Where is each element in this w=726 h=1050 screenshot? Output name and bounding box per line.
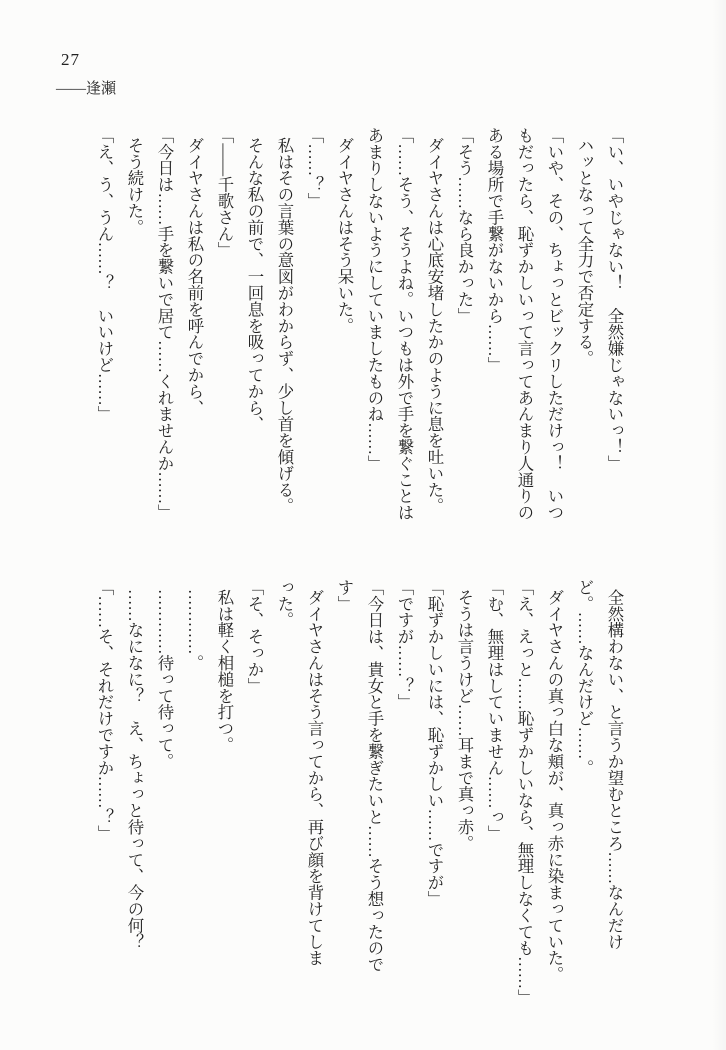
text-line: 「いや、その、ちょっとビックリしただけっ！ いつ [545,127,564,521]
text-line: もだったら、恥ずかしいって言ってあんまり人通りの [515,127,534,521]
text-tier-bottom [89,579,629,1006]
text-line: 私はその言葉の意図がわからず、少し首を傾げる。 [275,137,294,515]
text-line: 「え、えっと……恥ずかしいなら、無理しなくても……」 [515,579,534,1006]
text-line: 「今日は、貴女と手を繋ぎたいと……そう想ったので [365,579,384,973]
text-line: そうは言うけど……耳まで真っ赤。 [455,589,474,852]
text-line: 「恥ずかしいには、恥ずかしい……ですが」 [425,579,444,907]
text-line: ハッとなって全力で否定する。 [575,137,594,367]
text-line: 「……そう、そうよね。いつもは外で手を繋ぐことは [395,127,414,521]
text-line: …………。 [185,589,204,672]
chapter-running-header: ——逢瀬 [56,81,117,97]
text-line: そんな私の前で、一回息を吸ってから、 [245,137,264,433]
text-line: 「——千歌さん」 [215,127,234,259]
scan-edge-artifact [712,0,726,1050]
text-line: 全然構わない、と言うか望むところ……なんだけ [605,589,624,950]
text-line: ダイヤさんは心底安堵したかのように息を吐いた。 [425,137,444,515]
text-line: ダイヤさんはそう呆いた。 [335,137,354,334]
text-line: 「む、無理はしていません……っ」 [485,579,504,842]
text-line: ダイヤさんの真っ白な頬が、真っ赤に染まっていた。 [545,589,564,983]
text-line: 「い、いやじゃない！ 全然嫌じゃないっ！」 [605,127,624,472]
text-line: 「え、う、うん……？ いいけど……」 [95,127,114,423]
text-line: 「今日は……手を繋いで居て……くれませんか……」 [155,127,174,521]
text-line: ……なになに？ え、ちょっと待って、今の何？ [125,589,144,950]
text-line: ある場所で手繋がないから……」 [485,127,504,373]
text-line: ど。……なんだけど……。 [575,579,594,776]
text-line: あまりしないようにしていましたものね……」 [365,127,384,472]
text-line: 「ですが……？」 [395,579,414,711]
text-line: そう続けた。 [125,137,144,236]
text-line: 「……そ、それだけですか……？」 [95,579,114,842]
text-line: …………待って待って。 [155,589,174,770]
text-tier-top [89,127,629,539]
page-number: 27 [61,50,80,69]
text-line: ダイヤさんは私の名前を呼んでから、 [185,137,204,416]
text-line: 「そう……なら良かった」 [455,127,474,324]
text-line: った。 [275,579,294,629]
text-line: 「そ、そっか」 [245,579,264,694]
text-line: す」 [335,579,354,612]
text-line: 私は軽く相槌を打つ。 [215,589,234,754]
text-line: 「……？」 [305,127,324,209]
text-line: ダイヤさんはそう言ってから、再び顔を背けてしま [305,589,324,967]
